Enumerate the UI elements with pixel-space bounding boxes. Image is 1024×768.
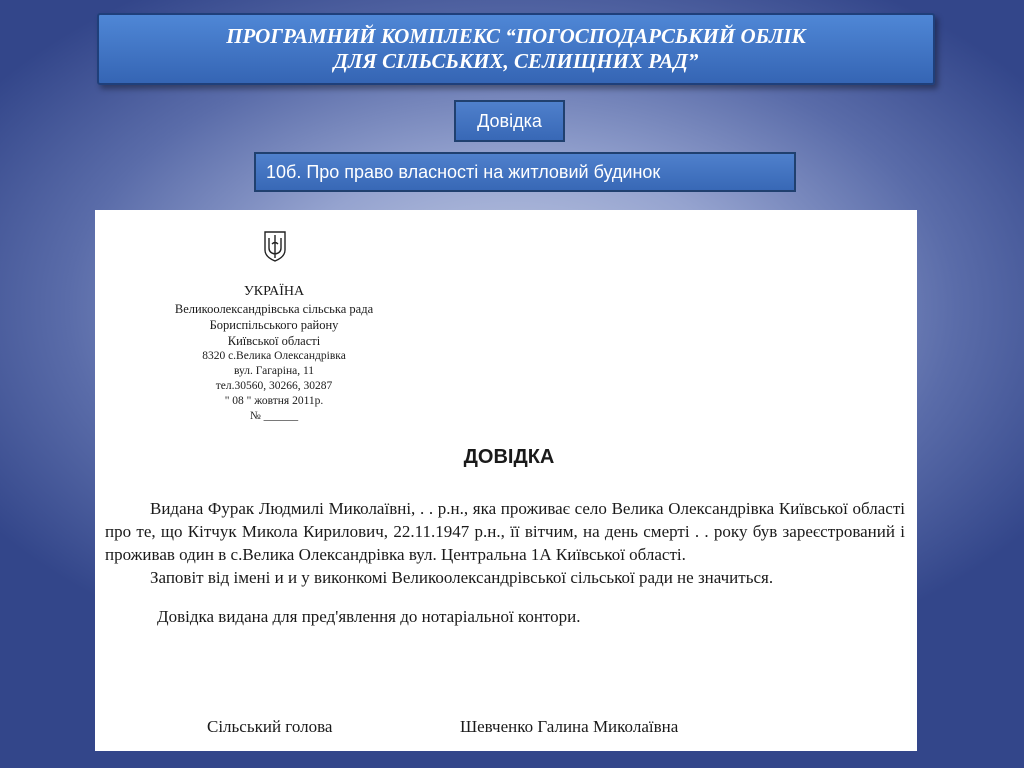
issuer-region: Київської області	[227, 334, 321, 348]
document-number: № ______	[249, 410, 299, 422]
slide-title-line-1: ПРОГРАМНИЙ КОМПЛЕКС “ПОГОСПОДАРСЬКИЙ ОБЛІК	[226, 24, 806, 48]
issuer-country: УКРАЇНА	[243, 284, 305, 299]
section-label: Довідка	[454, 100, 565, 142]
body-paragraph: Заповіт від імені и и у виконкомі Великоолександрівської сільської ради не значиться.	[150, 568, 774, 587]
certificate-document	[95, 210, 917, 751]
signature-line: Сільський голова Шевченко Галина Миколаївна	[207, 717, 679, 736]
purpose-line: Довідка видана для пред'явлення до нотаріальної контори.	[157, 607, 581, 626]
issuer-postal-address: 8320 с.Велика Олександрівка	[202, 350, 346, 362]
issuer-block	[143, 283, 405, 424]
form-name-label: 10б. Про право власності на житловий будинок	[254, 152, 796, 192]
issuer-street: вул. Гагаріна, 11	[233, 365, 315, 377]
body-paragraph: Видана Фурак Людмилі Миколаївні, . . р.н., яка проживає село Велика Олександрівка Київської області про те, що Кітчук Микола Кирилович, 22.11.1947 р.н., її вітчим, на день смерті . . року був зареєстрований і проживав один в с.Велика Олександрівка вул. Центральна 1А Київської області.	[105, 499, 905, 564]
certificate-body	[105, 497, 905, 628]
issuer-district: Бориспільського району	[209, 318, 339, 332]
issue-date: " 08 " жовтня 2011р.	[224, 395, 324, 407]
slide-title-banner	[97, 13, 935, 85]
ukraine-trident-icon	[262, 230, 288, 262]
document-heading: ДОВІДКА	[463, 446, 555, 468]
slide-title-line-2: ДЛЯ СІЛЬСЬКИХ, СЕЛИЩНИХ РАД”	[333, 49, 699, 73]
issuer-phones: тел.30560, 30266, 30287	[215, 380, 333, 392]
issuer-council: Великоолександрівська сільська рада	[174, 302, 374, 316]
